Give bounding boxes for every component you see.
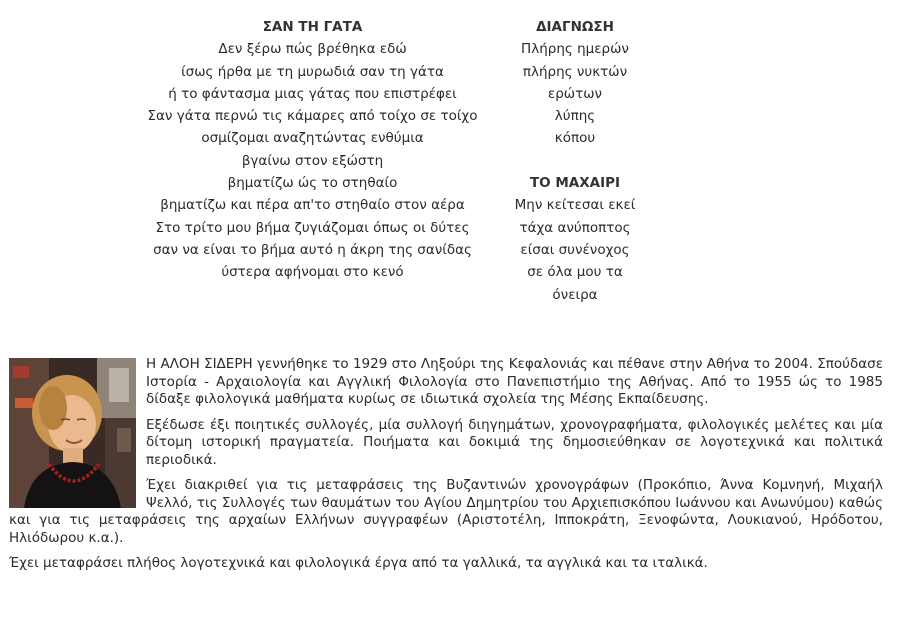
poem-line: ίσως ήρθα με τη μυρωδιά σαν τη γάτα bbox=[181, 63, 444, 80]
poem-line: Δεν ξέρω πώς βρέθηκα εδώ bbox=[218, 41, 407, 58]
poem-line: πλήρης νυκτών bbox=[522, 63, 628, 80]
bio-paragraph: Έχει διακριθεί για τις μεταφράσεις της Βυζαντινών χρονογράφων (Προκόπιο, Άννα Κομνηνή, Μιχαήλ Ψελλό, τις Συλλογές των θαυμάτων του Αγίου Δημητρίου του Αρχιεπισκόπου Ιωάννου και Ανωνύμου) καθώς και για τις μεταφράσεις της αρχαίων Ελλήνων συγγραφέων (Αριστοτέλη, Ιπποκράτη, Ξενοφώντα, Λουκιανού, Ηρόδοτου, Ηλιόδωρου κ.α.). bbox=[9, 477, 883, 546]
poem-title: ΣΑΝ ΤΗ ΓΑΤΑ bbox=[262, 19, 363, 35]
poem-line: σαν να είναι το βήμα αυτό η άκρη της σανίδας bbox=[153, 241, 472, 258]
bio-paragraph: Εξέδωσε έξι ποιητικές συλλογές, μία συλλογή διηγημάτων, χρονογραφήματα, φιλολογικές μελέτες και μία δίτομη ιστορική πραγματεία. Ποιήματα και δοκιμιά της δημοσιεύθηκαν σε λογοτεχνικά και πολιτικά περιοδικά. bbox=[146, 416, 883, 468]
poem-line: ερώτων bbox=[547, 85, 603, 102]
poem-spacer bbox=[490, 150, 660, 172]
poem-line: Στο τρίτο μου βήμα ζυγιάζομαι όπως οι δύτες bbox=[155, 219, 470, 236]
poem-line: όνειρα bbox=[552, 286, 598, 303]
poem-title: ΤΟ ΜΑΧΑΙΡΙ bbox=[529, 175, 621, 192]
bio-paragraph: Έχει μεταφράσει πλήθος λογοτεχνικά και φιλολογικά έργα από τα γαλλικά, τα αγγλικά και τα ιταλικά. bbox=[9, 555, 708, 571]
poem-line: σε όλα μου τα bbox=[527, 264, 623, 281]
poem-line: λύπης bbox=[554, 108, 596, 125]
poem-line: κόπου bbox=[554, 130, 596, 147]
author-portrait bbox=[9, 358, 136, 508]
poem-line: βγαίνω στον εξώστη bbox=[241, 152, 384, 169]
poem-line: ή το φάντασμα μιας γάτας που επιστρέφει bbox=[168, 85, 457, 102]
poems-right-column bbox=[490, 16, 660, 306]
poem-line: βηματίζω και πέρα απ'το στηθαίο στον αέρα bbox=[160, 197, 465, 214]
author-biography bbox=[9, 356, 883, 581]
poem-title: ΔΙΑΓΝΩΣΗ bbox=[536, 19, 614, 35]
poem-line: βηματίζω ώς το στηθαίο bbox=[227, 175, 398, 192]
poem-line: είσαι συνένοχος bbox=[520, 241, 630, 258]
bio-paragraph: Η ΑΛΟΗ ΣΙΔΕΡΗ γεννήθηκε το 1929 στο Ληξούρι της Κεφαλονιάς και πέθανε στην Αθήνα το 2004. Σπούδασε Ιστορία - Αρχαιολογία και Αγγλική Φιλολογία στο Πανεπιστήμιο της Αθήνας. Από το 1955 ώς το 1985 δίδαξε φιλολογικά μαθήματα κυρίως σε ιδιωτικά σχολεία της Μέσης Εκπαίδευσης. bbox=[146, 356, 883, 407]
poem-line: ύστερα αφήνομαι στο κενό bbox=[221, 264, 404, 281]
poem-line: Σαν γάτα περνώ τις κάμαρες από τοίχο σε τοίχο bbox=[147, 108, 478, 125]
poem-line: Μην κείτεσαι εκεί bbox=[514, 197, 636, 214]
poem-line: οσμίζομαι αναζητώντας ενθύμια bbox=[201, 130, 424, 147]
poem-line: Πλήρης ημερών bbox=[521, 41, 629, 58]
poem-san-ti-gata bbox=[130, 16, 495, 284]
poem-line: τάχα ανύποπτος bbox=[519, 219, 631, 236]
